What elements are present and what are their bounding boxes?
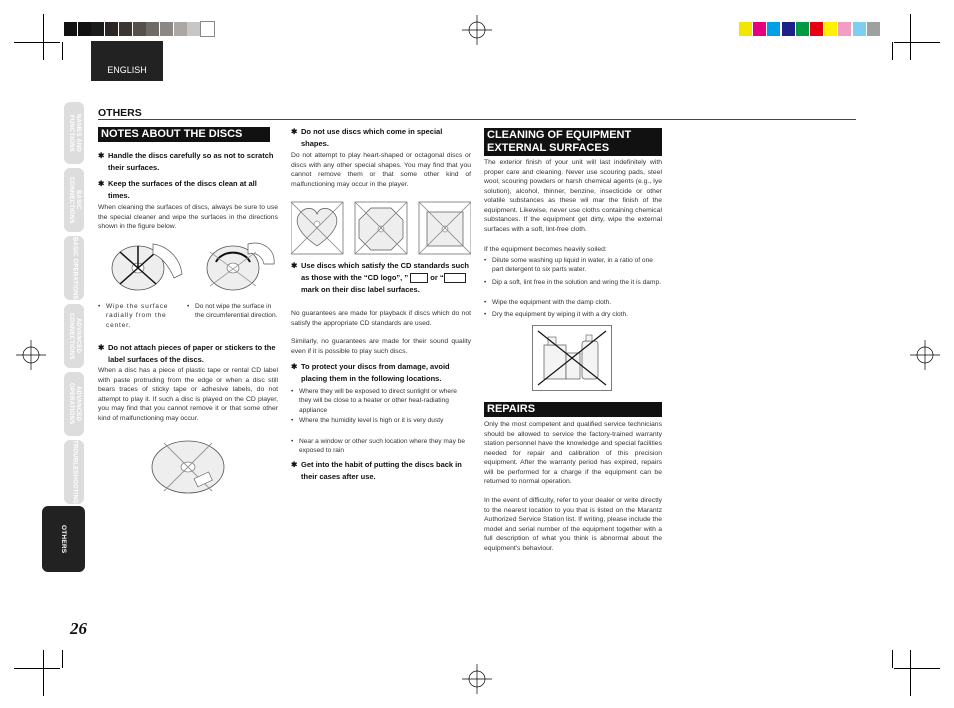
bullet-cases: ✱ Get into the habit of putting the discs back in their cases after use.: [291, 460, 462, 481]
color-swatch: [91, 22, 104, 36]
color-swatch: [78, 22, 91, 36]
color-swatch: [146, 22, 159, 36]
crop-mark: [14, 668, 60, 669]
list-item-dip-cloth: • Dip a soft, lint free in the solution and wring the it is damp.: [484, 279, 661, 286]
color-swatch: [782, 22, 795, 36]
color-swatch: [838, 22, 851, 36]
paragraph-special-shapes: Do not attempt to play heart-shaped or octagonal discs or discs with any other special shapes. You may find that you cannot remove them or that some other kind of malfunctioning may occur in the player.: [291, 152, 471, 188]
divider: [98, 119, 856, 120]
side-tab-advanced-operations[interactable]: ADVANCED OPERATIONS: [64, 372, 84, 436]
no-chemicals-illustration: [532, 325, 612, 391]
color-swatch: [64, 22, 77, 36]
color-swatch: [753, 22, 766, 36]
list-item-dilute: • Dilute some washing up liquid in water, in a ratio of one part detergent to six parts water.: [484, 257, 653, 274]
paragraph-exterior-finish: The exterior finish of your unit will last indefinitely with proper care and cleaning. Never use scouring pads, steel wool, scouring powders or harsh chemical agents (e.g., lye solution), alcohol, thinner, benzine, insecticide or other volatile substances as these wil mar the finish of the equipment. Likewise, never use cloths containing chemical substances. If the equipment get dirty, wipe the external surfaces with a soft, lint-free cloth.: [484, 159, 662, 233]
color-swatch: [824, 22, 837, 36]
crop-mark: [892, 650, 893, 668]
color-swatch: [133, 22, 146, 36]
list-item-sunlight: • Where they will be exposed to direct sunlight or where they will be close to a heater or other heat-radiating appliance: [291, 388, 457, 414]
side-tab-others[interactable]: OTHERS: [42, 506, 85, 572]
section-label: OTHERS: [98, 107, 142, 119]
crop-mark: [14, 42, 60, 43]
crop-mark: [43, 650, 44, 696]
bullet-keep-clean: ✱ Keep the surfaces of the discs clean at all times.: [98, 179, 257, 200]
paragraph-heavily-soiled: If the equipment becomes heavily soiled:: [484, 246, 607, 253]
side-tab-names-and-functions[interactable]: NAMES AND FUNCTIONS: [64, 102, 84, 164]
paragraph-sound-quality: Similarly, no guarantees are made for their sound quality even if it is possible to play such discs.: [291, 338, 471, 355]
side-tab-advanced-connections[interactable]: ADVANCED CONNECTIONS: [64, 304, 84, 368]
list-item-wipe: • Wipe the equipment with the damp cloth.: [484, 299, 612, 306]
side-tab-basic-connections[interactable]: BASIC CONNECTIONS: [64, 168, 84, 232]
registration-mark: [16, 340, 46, 370]
page-number: 26: [70, 619, 87, 638]
disc-wiping-illustration: [98, 234, 280, 300]
side-tab-troubleshooting[interactable]: TROUBLESHOOTING: [64, 440, 84, 504]
paragraph-no-guarantees: No guarantees are made for playback if discs which do not satisfy the appropriate CD standards are used.: [291, 310, 471, 327]
heading-repairs: REPAIRS: [484, 402, 662, 417]
color-swatch: [810, 22, 823, 36]
paragraph-contact-dealer: In the event of difficulty, refer to your dealer or write directly to the nearest location to you that is listed on the Marantz Authorized Service Station list. If writing, please include the model and serial number of the equipment together with a full description of what you think is abnormal about the equipment's behaviour.: [484, 497, 662, 552]
color-swatch: [739, 22, 752, 36]
list-item-humidity: • Where the humidity level is high or it is very dusty: [291, 417, 444, 424]
crop-mark: [910, 14, 911, 60]
heading-cleaning-equipment: CLEANING OF EQUIPMENT EXTERNAL SURFACES: [484, 128, 662, 156]
crop-mark: [894, 668, 940, 669]
bullet-protect-discs: ✱ To protect your discs from damage, avoid placing them in the following locations.: [291, 362, 450, 383]
special-shaped-discs-illustration: [291, 200, 471, 256]
crop-mark: [910, 650, 911, 696]
list-item-window: • Near a window or other such location where they may be exposed to rain: [291, 438, 466, 455]
list-item-dry: • Dry the equipment by wiping it with a dry cloth.: [484, 311, 628, 318]
crop-mark: [892, 42, 893, 60]
color-swatch: [187, 22, 200, 36]
color-swatch: [796, 22, 809, 36]
color-swatch: [119, 22, 132, 36]
bullet-handle-discs: ✱ Handle the discs carefully so as not to scratch their surfaces.: [98, 151, 274, 172]
color-swatch: [174, 22, 187, 36]
paragraph-tape-labels: When a disc has a piece of plastic tape or rental CD label with paste protruding from the edge or when a disc still bears traces of sticky tape or adhesive labels, do not attempt to play it. If such a disc is played on the CD player, you may find that you cannot remove it or that some other kind of malfunctioning may occur.: [98, 367, 278, 422]
crop-mark: [43, 14, 44, 60]
cd-logo-icon: [410, 273, 428, 283]
crop-mark: [62, 42, 63, 60]
bullet-cd-standards: ✱ Use discs which satisfy the CD standards such as those with the “CD logo”, ” or “ mark on their disc label surfaces.: [291, 261, 469, 294]
color-swatch: [201, 22, 214, 36]
cd-text-logo-icon: [444, 273, 466, 283]
heading-notes-about-discs: NOTES ABOUT THE DISCS: [98, 127, 270, 142]
crop-mark: [894, 42, 940, 43]
caption-wipe-radially: • Wipe the surface radially from the center.: [98, 303, 169, 329]
color-swatch: [867, 22, 880, 36]
color-swatch: [767, 22, 780, 36]
registration-mark: [462, 15, 492, 45]
disc-with-tape-illustration: [150, 437, 230, 499]
paragraph-cleaning-discs: When cleaning the surfaces of discs, always be sure to use the special cleaner and wipe the surfaces in the directions shown in the figure below.: [98, 204, 278, 230]
language-tab: [91, 41, 163, 81]
crop-mark: [62, 650, 63, 668]
registration-mark: [910, 340, 940, 370]
side-tab-basic-operations[interactable]: BASIC OPERATIONS: [64, 236, 84, 300]
language-label: ENGLISH: [107, 65, 147, 75]
color-swatch: [160, 22, 173, 36]
bullet-no-stickers: ✱ Do not attach pieces of paper or stickers to the label surfaces of the discs.: [98, 343, 276, 364]
caption-do-not-wipe-circumferential: • Do not wipe the surface in the circumferential direction.: [187, 303, 278, 320]
color-swatch: [105, 22, 118, 36]
registration-mark: [462, 664, 492, 694]
color-swatch: [853, 22, 866, 36]
paragraph-qualified-technicians: Only the most competent and qualified service technicians should be allowed to service the factory-trained warranty station personnel have the knowledge and special facilities needed for repair and calibration of this precision equipment. After the warranty period has expired, repairs will be performed for a charge if the equipment can be returned to normal operation.: [484, 421, 662, 485]
bullet-special-shapes: ✱ Do not use discs which come in special shapes.: [291, 127, 443, 148]
